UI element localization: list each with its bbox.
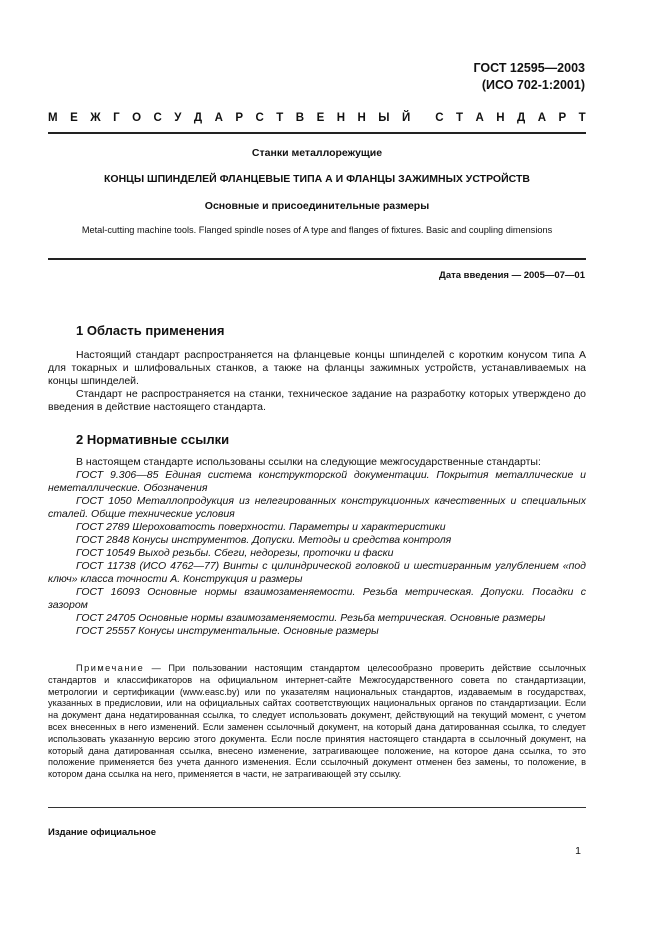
banner-letter: Р — [558, 112, 567, 124]
banner-letter: А — [475, 112, 484, 124]
reference-item: ГОСТ 2789 Шероховатость поверхности. Параметры и характеристики — [76, 521, 446, 533]
header-divider — [48, 132, 586, 134]
banner-letter: Й — [402, 112, 411, 124]
reference-item: ГОСТ 1050 Металлопродукция из нелегированных конструкционных качественных и специальных сталей. Общие технические условия — [48, 495, 586, 520]
section-1-paragraph: Настоящий стандарт распространяется на фланцевые концы шпинделей с коротким конусом типа А для токарных и шлифовальных станков, а также на фланцы зажимных устройств, устанавливаемых на концы шпинделей. — [48, 349, 586, 387]
references-intro: В настоящем стандарте использованы ссылки на следующие межгосударственные стандарты: — [76, 456, 541, 468]
section-1-body — [48, 349, 586, 414]
document-subtitle: Основные и присоединительные размеры — [204, 200, 430, 212]
banner-letter: Е — [316, 112, 325, 124]
reference-item: ГОСТ 9.306—85 Единая система конструкторской документации. Покрытия металлические и неметаллические. Обозначения — [48, 469, 586, 494]
banner-letter: С — [153, 112, 162, 124]
official-edition-label: Издание официальное — [48, 827, 156, 838]
standard-code-gost: ГОСТ 12595—2003 — [473, 61, 585, 75]
banner-letter: Т — [578, 112, 586, 124]
section-1-heading: 1 Область применения — [76, 323, 225, 338]
banner-letter: О — [132, 112, 142, 124]
title-divider — [48, 258, 586, 260]
banner-letter: Т — [276, 112, 284, 124]
banner-letter: Д — [517, 112, 526, 124]
banner-letter: Ж — [90, 112, 101, 124]
introduction-date: Дата введения — 2005—07—01 — [439, 270, 585, 281]
references-list — [48, 456, 586, 638]
interstate-standard-banner — [48, 112, 586, 124]
section-1-paragraph: Стандарт не распространяется на станки, техническое задание на разработку которых утверждено до введения в действие настоящего стандарта. — [48, 388, 586, 413]
banner-letter: У — [174, 112, 182, 124]
banner-letter: Н — [336, 112, 346, 124]
banner-letter: В — [295, 112, 305, 124]
reference-item: ГОСТ 10549 Выход резьбы. Сбеги, недорезы, проточки и фаски — [76, 547, 394, 559]
note-label: Примечание — [76, 663, 145, 673]
banner-letter: Ы — [378, 112, 390, 124]
note-block — [48, 663, 586, 781]
reference-item: ГОСТ 16093 Основные нормы взаимозаменяемости. Резьба метрическая. Допуски. Посадки с зазором — [48, 586, 586, 611]
reference-item: ГОСТ 24705 Основные нормы взаимозаменяемости. Резьба метрическая. Основные размеры — [76, 612, 546, 624]
banner-letter: М — [48, 112, 58, 124]
banner-letter: А — [214, 112, 223, 124]
document-title: КОНЦЫ ШПИНДЕЛЕЙ ФЛАНЦЕВЫЕ ТИПА А И ФЛАНЦЫ ЗАЖИМНЫХ УСТРОЙСТВ — [104, 173, 530, 185]
note-text: — При пользовании настоящим стандартом целесообразно проверить действие ссылочных стандартов и классификаторов на официальном интернет-сайте Межгосударственного совета по стандартизации, метрологии и сертификации (www.easc.by) или по указателям национальных стандартов, издаваемым в государствах, указанных в предисловии, или на официальных сайтах соответствующих национальных органов по стандартизации. Если на документ дана недатированная ссылка, то следует использовать документ, действующий на текущий момент, с учетом всех внесенных в него изменений. Если заменен ссылочный документ, на который дана датированная ссылка, то следует использовать указанную версию этого документа. Если после принятия настоящего стандарта в ссылочный документ, на который дана датированная ссылка, внесено изменение, затрагивающее положение, на которое дана ссылка, то это положение применяется без учета данного изменения. Если ссылочный документ отменен без замены, то положение, в котором дана ссылка на него, применяется в части, не затрагивающей эту ссылку. — [48, 663, 586, 780]
banner-letter: Д — [193, 112, 203, 124]
banner-letter: С — [255, 112, 264, 124]
banner-letter: Р — [235, 112, 244, 124]
title-machine-tools: Станки металлорежущие — [251, 147, 383, 159]
banner-letter: Т — [455, 112, 464, 124]
banner-letter: А — [537, 112, 547, 124]
banner-letter: Г — [113, 112, 120, 124]
page-number: 1 — [575, 845, 581, 857]
reference-item: ГОСТ 2848 Конусы инструментов. Допуски. Методы и средства контроля — [76, 534, 452, 546]
reference-item: ГОСТ 11738 (ИСО 4762—77) Винты с цилиндрической головкой и шестигранным углублением «под ключ» класса точности А. Конструкция и размеры — [48, 560, 586, 585]
footer-divider — [48, 807, 586, 808]
english-title: Metal-cutting machine tools. Flanged spindle noses of A type and flanges of fixtures. Basic and coupling dimensions — [81, 225, 553, 235]
banner-letter: Н — [496, 112, 505, 124]
section-2-heading: 2 Нормативные ссылки — [76, 432, 230, 447]
reference-item: ГОСТ 25557 Конусы инструментальные. Основные размеры — [76, 625, 379, 637]
standard-code — [473, 60, 585, 94]
banner-letter: С — [435, 112, 444, 124]
standard-code-iso: (ИСО 702-1:2001) — [481, 78, 585, 92]
banner-letter: Н — [357, 112, 366, 124]
banner-letter: Е — [70, 112, 78, 124]
